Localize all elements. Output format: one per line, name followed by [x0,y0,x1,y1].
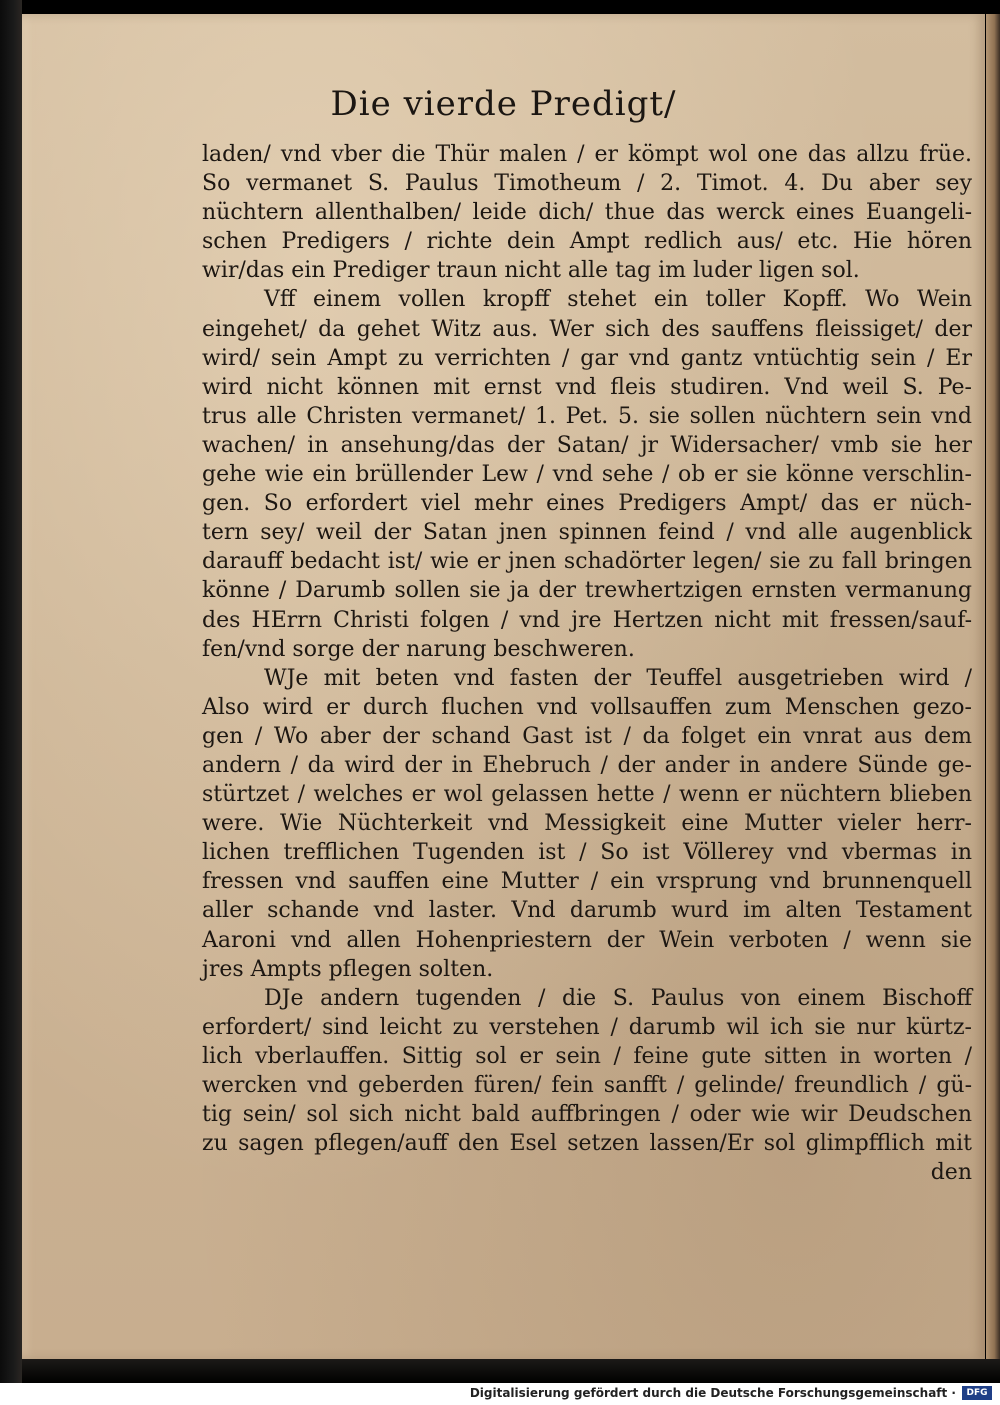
text-line: Vff einem vollen kropff stehet ein toller Kopff. Wo Wein [264,287,972,313]
text-line: stürtzet / welches er wol gelassen hette / wenn er nüchtern blieben [202,782,972,808]
text-line: WJe mit beten vnd fasten der Teuffel ausgetrieben wird / [264,665,972,691]
text-line: fen/vnd sorge der narung beschweren. [202,636,635,662]
text-line: zu sagen pflegen/auff den Esel setzen lassen/Er sol glimpfflich mit [202,1131,972,1157]
text-line: des HErrn Christi folgen / vnd jre Hertzen nicht mit fressen/sauf- [202,607,972,633]
text-line: DJe andern tugenden / die S. Paulus von einem Bischoff [264,985,972,1011]
book-spine-shadow [0,0,22,1383]
text-line: lich vberlauffen. Sittig sol er sein / feine gute sitten in worten / [202,1043,972,1069]
text-line: gen / Wo aber der schand Gast ist / da folget ein vnrat aus dem [202,723,972,749]
funding-notice: Digitalisierung gefördert durch die Deutsche Forschungsgemeinschaft · [469,1386,956,1400]
text-line: wird/ sein Ampt zu verrichten / gar vnd gantz vntüchtig sein / Er [202,345,972,371]
text-line: wir/das ein Prediger traun nicht alle tag im luder ligen sol. [202,258,860,284]
text-line: tig sein/ sol sich nicht bald auffbringen / oder wie wir Deudschen [202,1102,972,1128]
page-edge [986,14,1000,1359]
text-line: jres Ampts pflegen solten. [202,956,494,982]
text-line: tern sey/ weil der Satan jnen spinnen feind / vnd alle augenblick [202,520,972,546]
text-line: gen. So erfordert viel mehr eines Predigers Ampt/ das er nüch- [202,491,972,517]
book-page [22,14,985,1359]
text-line: gehe wie ein brüllender Lew / vnd sehe / ob er sie könne verschlin- [202,462,972,488]
text-line: fressen vnd sauffen eine Mutter / ein vrsprung vnd brunnenquell [202,869,972,895]
text-line: andern / da wird der in Ehebruch / der ander in andere Sünde ge- [202,752,972,778]
dfg-logo: DFG [962,1386,992,1400]
text-line: laden/ vnd vber die Thür malen / er kömpt wol one das allzu früe. [202,142,972,167]
text-line: nüchtern allenthalben/ leide dich/ thue das werck eines Euangeli- [202,200,972,226]
text-line: aller schande vnd laster. Vnd darumb wurd im alten Testament [202,898,972,924]
text-line: schen Predigers / richte dein Ampt redlich aus/ etc. Hie hören [202,229,972,255]
text-line: wachen/ in ansehung/das der Satan/ jr Widersacher/ vmb sie her [202,432,972,458]
text-line: were. Wie Nüchterkeit vnd Messigkeit eine Mutter vieler herr- [202,811,972,837]
running-head: Die vierde Predigt/ [330,84,677,124]
text-line: könne / Darumb sollen sie ja der trewhertzigen ernsten vermanung [202,578,972,604]
text-line: trus alle Christen vermanet/ 1. Pet. 5. sie sollen nüchtern sein vnd [202,403,972,429]
text-line: Aaroni vnd allen Hohenpriestern der Wein verboten / wenn sie [202,927,972,953]
text-line: lichen trefflichen Tugenden ist / So ist Völlerey vnd vbermas in [202,840,972,866]
text-line: So vermanet S. Paulus Timotheum / 2. Timot. 4. Du aber sey [202,171,972,197]
text-line: eingehet/ da gehet Witz aus. Wer sich des sauffens fleissiget/ der [202,316,972,342]
text-line: wercken vnd geberden füren/ fein sanfft / gelinde/ freundlich / gü- [202,1073,972,1098]
text-line: wird nicht können mit ernst vnd fleis studiren. Vnd weil S. Pe- [202,374,972,400]
text-line: Also wird er durch fluchen vnd vollsauffen zum Menschen gezo- [202,694,972,720]
text-line: darauff bedacht ist/ wie er jnen schadörter legen/ sie zu fall bringen [202,549,972,575]
catchword: den [930,1160,972,1186]
text-block [202,140,972,1187]
text-line: erfordert/ sind leicht zu verstehen / darumb wil ich sie nur kürtz- [202,1014,972,1040]
page-bottom-shadow [22,1359,1000,1383]
